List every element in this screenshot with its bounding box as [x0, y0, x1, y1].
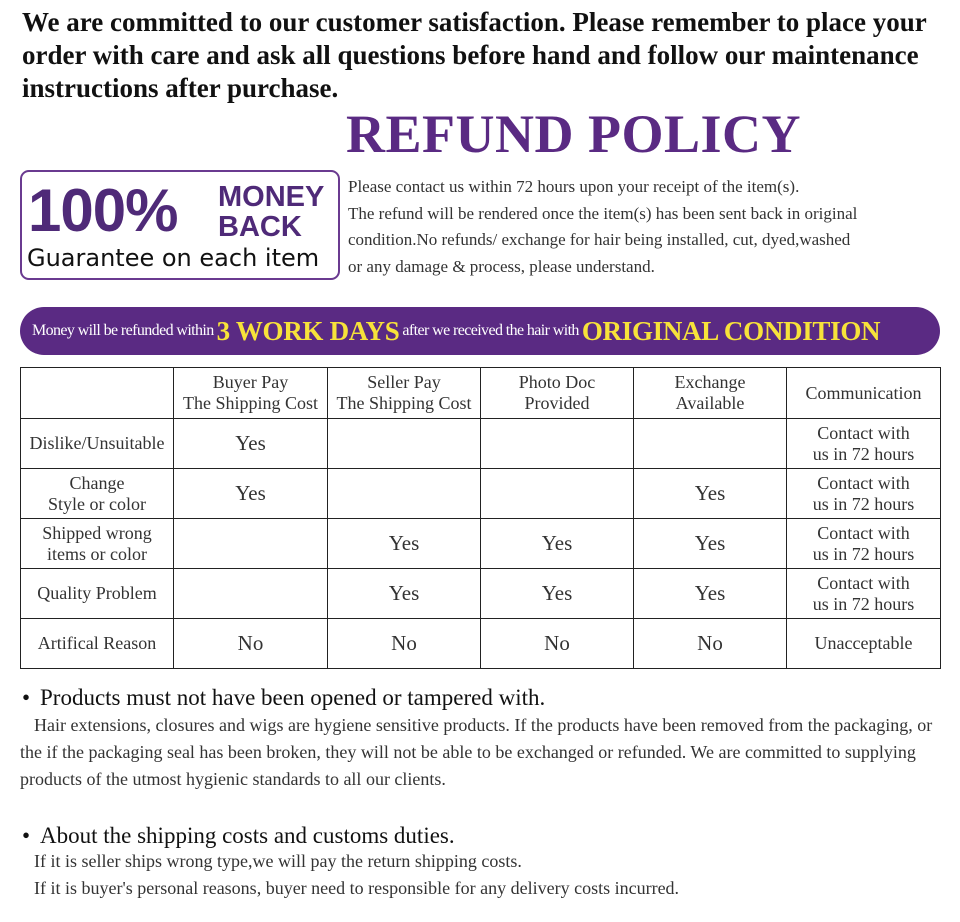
page-title: REFUND POLICY: [346, 104, 802, 164]
refund-table: [20, 367, 941, 669]
cell-communication: Contact with us in 72 hours: [787, 519, 941, 569]
table-row: [21, 619, 941, 669]
cell-communication: Unacceptable: [787, 619, 941, 669]
section-opened-body: Hair extensions, closures and wigs are hygiene sensitive products. If the products have been removed from the packaging, or the if the packaging seal has been broken, they will not be able to be exchanged or refunded. We are committed to supplying products of the utmost hygienic standards to all our clients.: [20, 715, 933, 789]
cell-buyer: Yes: [174, 469, 328, 519]
table-row: [21, 519, 941, 569]
badge-guarantee: Guarantee on each item: [27, 244, 320, 272]
cell-photo: Yes: [481, 569, 634, 619]
row-label: Quality Problem: [21, 569, 174, 619]
policy-description: [348, 174, 948, 280]
table-row: [21, 569, 941, 619]
cell-communication: Contact with us in 72 hours: [787, 469, 941, 519]
cell-buyer: [174, 569, 328, 619]
cell-exchange: [634, 419, 787, 469]
shipping-line-seller: If it is seller ships wrong type,we will pay the return shipping costs.: [34, 851, 522, 871]
cell-exchange: Yes: [634, 519, 787, 569]
table-row: [21, 469, 941, 519]
table-header-row: [21, 368, 941, 419]
row-label: Artifical Reason: [21, 619, 174, 669]
badge-money-label: MONEY: [218, 181, 325, 213]
section-shipping-title: About the shipping costs and customs duties.: [40, 823, 455, 848]
banner-highlight-condition: ORIGINAL CONDITION: [581, 315, 881, 346]
cell-buyer: Yes: [174, 419, 328, 469]
banner-text-2: after we received the hair with: [402, 322, 579, 339]
section-opened-heading: [22, 684, 545, 712]
bullet-icon: •: [22, 685, 31, 710]
cell-exchange: Yes: [634, 469, 787, 519]
header-exchange: Exchange Available: [634, 368, 787, 419]
cell-exchange: No: [634, 619, 787, 669]
badge-percent: 100%: [28, 177, 178, 244]
header-seller-pay: Seller Pay The Shipping Cost: [328, 368, 481, 419]
header-empty: [21, 368, 174, 419]
section-opened-title: Products must not have been opened or tampered with.: [40, 685, 546, 710]
badge-money-back: [218, 182, 324, 242]
row-label: Shipped wrong items or color: [21, 519, 174, 569]
row-label: Change Style or color: [21, 469, 174, 519]
money-back-badge: [20, 170, 340, 280]
refund-banner: [20, 307, 940, 355]
cell-exchange: Yes: [634, 569, 787, 619]
policy-line: or any damage & process, please understand.: [348, 256, 655, 276]
cell-photo: [481, 419, 634, 469]
row-label: Dislike/Unsuitable: [21, 419, 174, 469]
banner-text-1: Money will be refunded within: [32, 322, 214, 339]
cell-seller: Yes: [328, 519, 481, 569]
cell-photo: Yes: [481, 519, 634, 569]
header-buyer-pay: Buyer Pay The Shipping Cost: [174, 368, 328, 419]
table-row: [21, 419, 941, 469]
section-shipping-heading: [22, 822, 455, 850]
cell-seller: No: [328, 619, 481, 669]
cell-communication: Contact with us in 72 hours: [787, 419, 941, 469]
cell-seller: Yes: [328, 569, 481, 619]
cell-seller: [328, 469, 481, 519]
shipping-line-buyer: If it is buyer's personal reasons, buyer need to responsible for any delivery costs incurred.: [34, 878, 680, 898]
policy-line: Please contact us within 72 hours upon your receipt of the item(s).: [348, 177, 800, 196]
header-photo-doc: Photo Doc Provided: [481, 368, 634, 419]
cell-photo: No: [481, 619, 634, 669]
badge-back-label: BACK: [218, 211, 302, 243]
cell-communication: Contact with us in 72 hours: [787, 569, 941, 619]
cell-buyer: No: [174, 619, 328, 669]
policy-line: The refund will be rendered once the item(s) has been sent back in original: [348, 203, 858, 223]
intro-text: We are committed to our customer satisfaction. Please remember to place your order with care and ask all questions before hand and follow our maintenance instructions after purchase.: [22, 7, 927, 103]
banner-highlight-days: 3 WORK DAYS: [216, 315, 400, 346]
header-communication: Communication: [787, 368, 941, 419]
policy-line: condition.No refunds/ exchange for hair being installed, cut, dyed,washed: [348, 230, 851, 249]
cell-buyer: [174, 519, 328, 569]
cell-photo: [481, 469, 634, 519]
bullet-icon: •: [22, 823, 31, 848]
cell-seller: [328, 419, 481, 469]
